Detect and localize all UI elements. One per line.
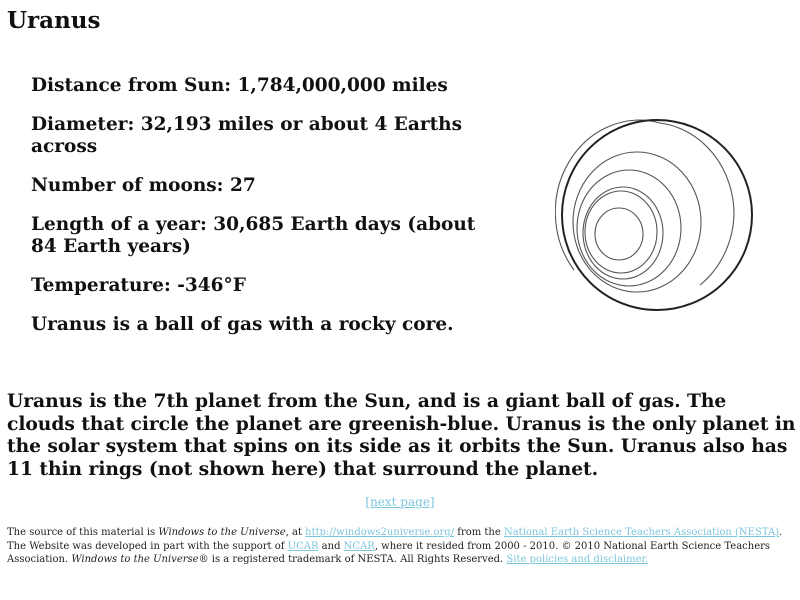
fact-distance: Distance from Sun: 1,784,000,000 miles [31,75,448,96]
nesta-link[interactable]: National Earth Science Teachers Association (NESTA) [503,527,780,538]
trademark-name: Windows to the Universe® [71,554,209,565]
fact-temperature: Temperature: -346°F [31,275,246,296]
footer-text: , at [285,527,306,538]
fact-composition: Uranus is a ball of gas with a rocky core. [31,314,454,335]
footer-text: . [779,527,783,538]
site-policies-link[interactable]: Site policies and disclaimer. [506,554,649,565]
footer-credits [7,526,800,567]
footer-text: and [318,540,344,552]
footer-text: is a registered trademark of NESTA. All Rights Reserved. [208,554,507,565]
fact-diameter: Diameter: 32,193 miles or about 4 Earths across [31,114,463,157]
page-title: Uranus [7,7,101,34]
footer-text: The Website was developed in part with the support of [7,540,288,552]
site-url-link[interactable]: http://windows2universe.org/ [305,527,455,538]
uranus-planet-icon [555,115,760,315]
ucar-link[interactable]: UCAR [287,540,319,552]
ncar-link[interactable]: NCAR [343,540,375,552]
planet-facts-list [31,75,501,353]
site-name: Windows to the Universe [158,527,286,538]
planet-description: Uranus is the 7th planet from the Sun, and is a giant ball of gas. The clouds that circle the planet are greenish-blue. Uranus is the only planet in the solar system that spins on its side as it orbits the Sun. Uranus also has 11 thin rings (not shown here) that surround the planet. [7,390,796,480]
footer-text: from the [454,527,504,538]
footer-text: The source of this material is [7,527,159,538]
next-page-nav [0,495,800,509]
fact-moons: Number of moons: 27 [31,175,256,196]
footer-text: , where it resided from 2000 - 2010. © 2010 National Earth Science Teachers Association. [7,540,771,565]
fact-year-length: Length of a year: 30,685 Earth days (about 84 Earth years) [31,214,476,257]
next-page-link[interactable]: [next page] [365,495,435,509]
